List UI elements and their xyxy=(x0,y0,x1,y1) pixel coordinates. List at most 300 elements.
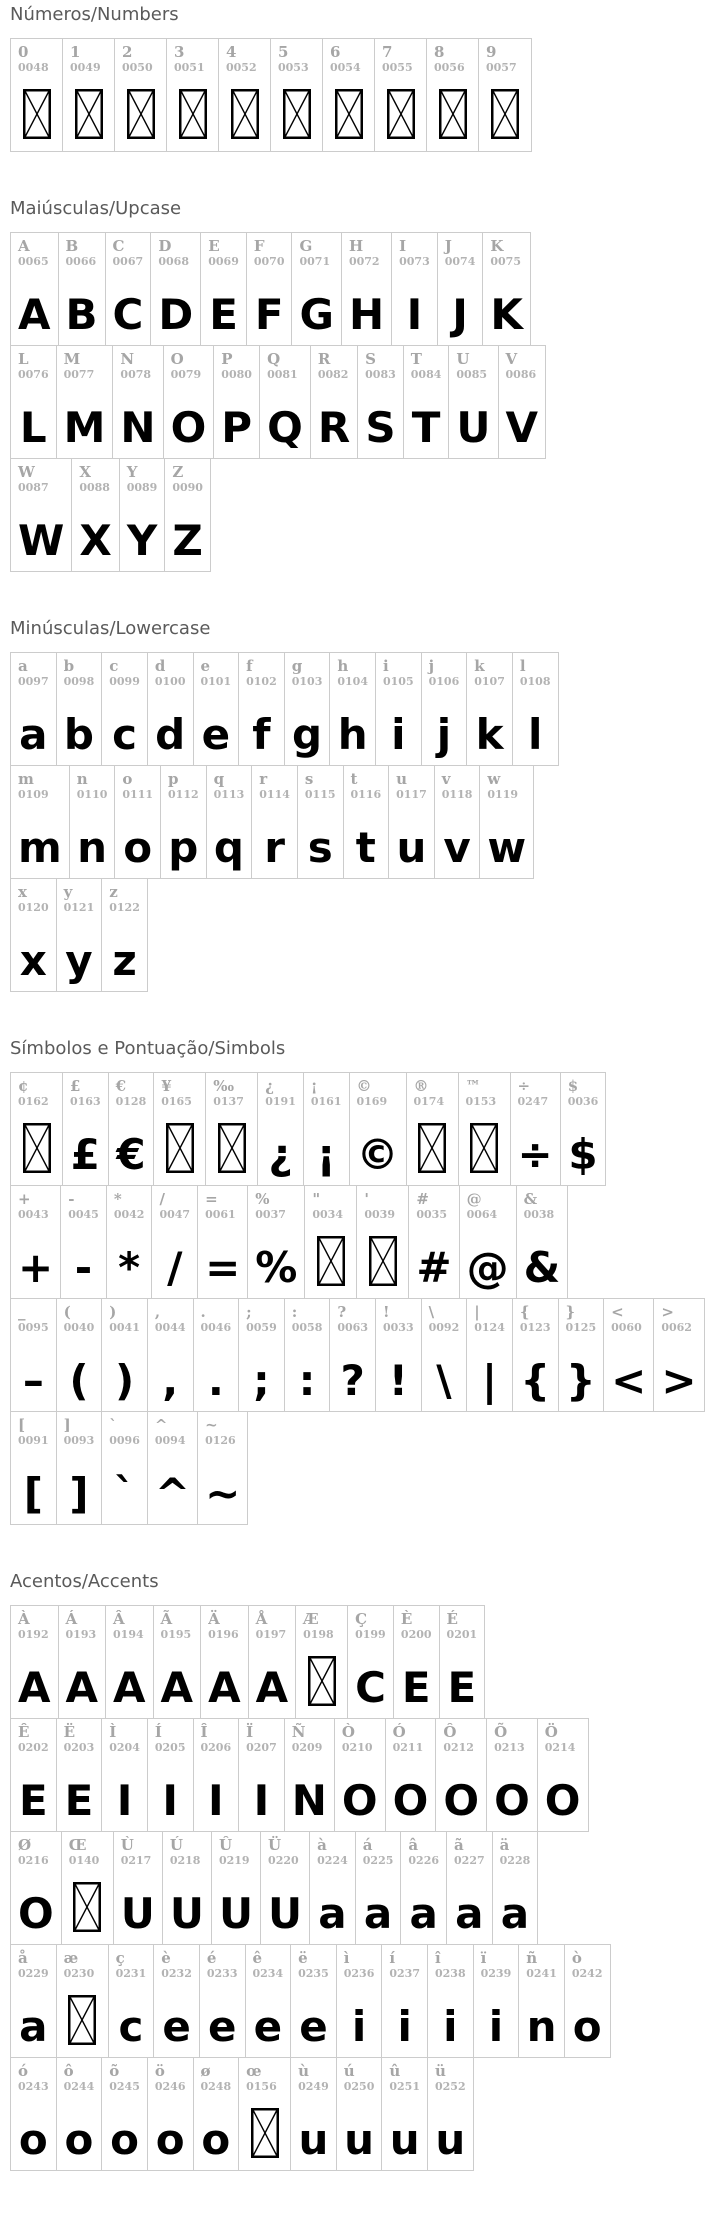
glyph-preview xyxy=(267,388,303,453)
glyph-cell xyxy=(483,233,530,345)
glyph-cell-labels xyxy=(265,1078,296,1109)
glyph-code-label: 0049 xyxy=(70,61,101,74)
glyph-large: ¡ xyxy=(316,1130,336,1180)
glyph-cell xyxy=(70,766,116,878)
glyph-code-label: 0191 xyxy=(265,1095,296,1108)
glyph-cell xyxy=(382,1945,428,2057)
glyph-preview xyxy=(253,1987,284,2052)
glyph-preview xyxy=(161,1987,192,2052)
glyph-preview xyxy=(109,1454,140,1519)
glyph-code-label: 0196 xyxy=(208,1628,239,1641)
glyph-cell-labels xyxy=(520,658,551,689)
glyph-large: . xyxy=(207,1356,224,1406)
glyph-cell-labels xyxy=(18,2063,49,2094)
glyph-cell xyxy=(109,1945,155,2057)
glyph-code-label: 0121 xyxy=(63,901,95,914)
glyph-cell xyxy=(57,1945,109,2057)
glyph-large: P xyxy=(221,403,253,453)
glyph-preview xyxy=(363,1874,394,1939)
glyph-cell-labels xyxy=(70,1078,101,1109)
glyph-char-label: L xyxy=(18,350,29,368)
glyph-cell-labels xyxy=(568,1078,599,1109)
glyph-code-label: 0239 xyxy=(480,1967,512,1980)
glyph-code-label: 0209 xyxy=(291,1741,323,1754)
glyph-code-label: 0061 xyxy=(205,1208,236,1221)
glyph-char-label: ] xyxy=(63,1416,71,1434)
glyph-large: ~ xyxy=(205,1469,241,1519)
glyph-preview xyxy=(466,1115,503,1175)
glyph-code-label: 0126 xyxy=(205,1434,236,1447)
glyph-preview xyxy=(201,2100,232,2165)
glyph-cell xyxy=(389,766,435,878)
glyph-char-label: â xyxy=(408,1836,419,1854)
glyph-cell xyxy=(102,1299,148,1411)
glyph-cell-labels xyxy=(518,1078,553,1109)
glyph-char-label: Ê xyxy=(18,1723,30,1741)
glyph-cell xyxy=(435,766,481,878)
glyph-cell xyxy=(107,1186,153,1298)
glyph-preview xyxy=(311,1115,342,1180)
glyph-char-label: Ç xyxy=(355,1610,368,1628)
glyph-preview xyxy=(18,501,65,566)
glyph-large: a xyxy=(19,2002,48,2052)
glyph-cell-labels xyxy=(18,464,64,495)
glyph-large: l xyxy=(527,710,543,760)
glyph-preview xyxy=(122,81,159,141)
glyph-preview xyxy=(365,388,396,453)
glyph-char-label: ¡ xyxy=(310,1077,318,1095)
glyph-cell xyxy=(298,766,344,878)
glyph-cell-labels xyxy=(566,1304,597,1335)
glyph-cell-labels xyxy=(434,44,471,75)
glyph-cell-labels xyxy=(305,771,336,802)
glyph-cell xyxy=(337,2058,383,2170)
glyph-cell-labels xyxy=(520,1304,551,1335)
glyph-cell-labels xyxy=(429,1304,460,1335)
glyph-preview xyxy=(291,1761,327,1826)
glyph-cell-labels xyxy=(383,658,414,689)
glyph-code-label: 0212 xyxy=(443,1741,474,1754)
glyph-large: o xyxy=(18,2115,48,2165)
glyph-preview xyxy=(120,388,156,453)
glyph-cell-labels xyxy=(474,658,505,689)
glyph-char-label: d xyxy=(154,657,166,675)
glyph-preview xyxy=(382,81,419,141)
glyph-code-label: 0247 xyxy=(517,1095,549,1108)
glyph-cell-labels xyxy=(435,1950,466,1981)
glyph-large: ^ xyxy=(154,1469,191,1519)
glyph-preview xyxy=(113,1648,146,1713)
glyph-cell xyxy=(376,653,422,765)
glyph-code-label: 0217 xyxy=(120,1854,152,1867)
glyph-char-label: u xyxy=(396,770,408,788)
glyph-char-label: W xyxy=(18,463,35,481)
glyph-preview xyxy=(265,1115,296,1180)
glyph-large: u xyxy=(389,2115,420,2165)
glyph-cell xyxy=(194,1299,240,1411)
glyph-code-label: 0225 xyxy=(362,1854,394,1867)
glyph-cell-labels xyxy=(246,1724,277,1755)
glyph-cell-labels xyxy=(155,1724,186,1755)
glyph-large: A xyxy=(18,1663,51,1713)
glyph-code-label: 0153 xyxy=(465,1095,497,1108)
glyph-code-label: 0048 xyxy=(18,61,49,74)
glyph-preview xyxy=(364,1228,401,1288)
glyph-cell-labels xyxy=(411,351,442,382)
glyph-preview xyxy=(18,1228,54,1293)
glyph-large: V xyxy=(505,403,539,453)
glyph-code-label: 0211 xyxy=(392,1741,424,1754)
glyph-cell xyxy=(559,1299,605,1411)
glyph-large: m xyxy=(18,823,62,873)
glyph-cell-labels xyxy=(121,1837,155,1868)
glyph-cell xyxy=(198,1412,247,1524)
glyph-cell xyxy=(152,1186,198,1298)
glyph-preview xyxy=(661,1341,697,1406)
glyph-large: U xyxy=(169,1889,204,1939)
glyph-char-label: ¿ xyxy=(265,1077,275,1095)
glyph-cell-labels xyxy=(486,44,524,75)
glyph-code-label: 0081 xyxy=(267,368,298,381)
glyph-row xyxy=(10,1831,538,1945)
glyph-cell xyxy=(310,1832,356,1944)
glyph-cell xyxy=(113,346,163,458)
glyph-cell xyxy=(260,346,311,458)
glyph-large: t xyxy=(355,823,376,873)
glyph-cell xyxy=(201,1606,249,1718)
glyph-char-label: È xyxy=(400,1610,413,1628)
glyph-cell xyxy=(212,1832,261,1944)
glyph-preview xyxy=(344,2100,375,2165)
glyph-preview xyxy=(77,808,108,873)
glyph-preview xyxy=(435,2100,466,2165)
glyph-code-label: 0245 xyxy=(109,2080,140,2093)
glyph-cell-labels xyxy=(506,351,539,382)
glyph-cell-labels xyxy=(64,351,106,382)
glyph-code-label: 0106 xyxy=(428,675,460,688)
glyph-cell xyxy=(11,1606,59,1718)
glyph-cell-labels xyxy=(611,1304,646,1335)
glyph-cell-labels xyxy=(442,771,473,802)
glyph-cell-labels xyxy=(661,1304,696,1335)
glyph-preview xyxy=(544,1761,581,1826)
glyph-preview xyxy=(401,1648,432,1713)
glyph-char-label: 2 xyxy=(122,43,133,61)
glyph-code-label: 0216 xyxy=(18,1854,49,1867)
glyph-preview xyxy=(114,1228,145,1293)
glyph-code-label: 0250 xyxy=(343,2080,375,2093)
glyph-char-label: ä xyxy=(499,1836,510,1854)
glyph-row xyxy=(10,38,532,152)
glyph-cell-labels xyxy=(389,2063,420,2094)
glyph-cell-labels xyxy=(18,1417,49,1448)
glyph-cell-labels xyxy=(267,351,303,382)
glyph-cell-labels xyxy=(221,351,252,382)
glyph-cell xyxy=(428,1945,474,2057)
glyph-preview xyxy=(18,1115,55,1175)
glyph-cell-labels xyxy=(414,1078,451,1109)
glyph-large: } xyxy=(565,1356,596,1406)
glyph-cell xyxy=(474,1945,520,2057)
glyph-preview xyxy=(474,1341,505,1406)
glyph-preview xyxy=(254,275,285,340)
glyph-char-label: V xyxy=(505,350,518,368)
glyph-char-label: Ò xyxy=(341,1723,355,1741)
glyph-preview xyxy=(112,275,144,340)
glyph-code-label: 0231 xyxy=(115,1967,147,1980)
glyph-cell-labels xyxy=(312,1191,349,1222)
glyph-code-label: 0244 xyxy=(63,2080,95,2093)
glyph-cell xyxy=(11,346,57,458)
glyph-code-label: 0124 xyxy=(474,1321,505,1334)
glyph-row xyxy=(10,878,148,992)
glyph-code-label: 0214 xyxy=(544,1741,576,1754)
glyph-char-label: > xyxy=(661,1303,674,1321)
glyph-cell xyxy=(201,233,247,345)
glyph-row xyxy=(10,232,531,346)
glyph-code-label: 0092 xyxy=(428,1321,460,1334)
glyph-char-label: ¥ xyxy=(161,1077,172,1095)
glyph-large: A xyxy=(18,290,51,340)
glyph-large: w xyxy=(487,823,527,873)
glyph-large: p xyxy=(168,823,199,873)
glyph-char-label: õ xyxy=(109,2062,120,2080)
glyph-preview xyxy=(383,695,414,760)
missing-glyph-icon xyxy=(23,1123,51,1173)
glyph-cell xyxy=(311,346,358,458)
glyph-cell-labels xyxy=(205,1417,240,1448)
glyph-char-label: Ø xyxy=(18,1836,32,1854)
glyph-char-label: ~ xyxy=(205,1416,218,1434)
glyph-preview xyxy=(298,2100,329,2165)
glyph-large: O xyxy=(341,1776,378,1826)
glyph-cell xyxy=(11,1719,57,1831)
glyph-cell-labels xyxy=(155,2063,186,2094)
glyph-code-label: 0068 xyxy=(158,255,189,268)
glyph-cell-labels xyxy=(170,1837,204,1868)
glyph-cell-labels xyxy=(246,658,277,689)
glyph-cell-labels xyxy=(278,44,315,75)
glyph-code-label: 0050 xyxy=(122,61,153,74)
glyph-char-label: , xyxy=(154,1303,161,1321)
glyph-code-label: 0111 xyxy=(122,788,154,801)
character-map-section xyxy=(10,618,661,992)
glyph-cell xyxy=(57,1299,103,1411)
glyph-cell-labels xyxy=(481,1950,512,1981)
glyph-char-label: A xyxy=(18,237,30,255)
glyph-cell xyxy=(59,1606,107,1718)
glyph-preview xyxy=(487,808,527,873)
glyph-large: & xyxy=(523,1243,561,1293)
glyph-preview xyxy=(341,1761,378,1826)
glyph-cell xyxy=(271,39,323,151)
glyph-char-label: # xyxy=(416,1190,429,1208)
glyph-preview xyxy=(317,1874,348,1939)
glyph-code-label: 0103 xyxy=(291,675,323,688)
glyph-preview xyxy=(70,1115,101,1180)
glyph-preview xyxy=(159,1228,190,1293)
glyph-cell xyxy=(258,1073,304,1185)
glyph-cell-labels xyxy=(18,771,62,802)
glyph-cell-labels xyxy=(466,1078,503,1109)
glyph-row xyxy=(10,765,534,879)
glyph-large: T xyxy=(411,403,441,453)
glyph-preview xyxy=(611,1341,647,1406)
glyph-large: A xyxy=(160,1663,194,1713)
glyph-char-label: Ï xyxy=(246,1723,254,1741)
glyph-cell xyxy=(561,1073,606,1185)
glyph-code-label: 0044 xyxy=(154,1321,186,1334)
glyph-large: O xyxy=(443,1776,480,1826)
glyph-char-label: É xyxy=(446,1610,458,1628)
glyph-row xyxy=(10,1605,485,1719)
glyph-large: E xyxy=(401,1663,431,1713)
glyph-char-label: ® xyxy=(413,1077,429,1095)
glyph-preview xyxy=(174,81,211,141)
glyph-code-label: 0161 xyxy=(310,1095,342,1108)
glyph-cell xyxy=(154,1606,202,1718)
glyph-large: O xyxy=(544,1776,581,1826)
missing-glyph-icon xyxy=(283,89,311,139)
glyph-cell xyxy=(109,1073,155,1185)
glyph-preview xyxy=(399,275,430,340)
glyph-large: j xyxy=(436,710,452,760)
glyph-large: C xyxy=(355,1663,386,1713)
glyph-cell-labels xyxy=(109,658,140,689)
glyph-code-label: 0201 xyxy=(446,1628,478,1641)
glyph-preview xyxy=(435,1987,466,2052)
glyph-code-label: 0033 xyxy=(383,1321,414,1334)
glyph-code-label: 0090 xyxy=(172,481,203,494)
glyph-preview xyxy=(429,695,460,760)
glyph-preview xyxy=(434,81,471,141)
glyph-cell-labels xyxy=(18,1611,51,1642)
glyph-cell-labels xyxy=(393,1724,429,1755)
glyph-code-label: 0085 xyxy=(456,368,488,381)
glyph-cell xyxy=(165,459,210,571)
glyph-cell-labels xyxy=(18,1724,49,1755)
glyph-cell xyxy=(422,1299,468,1411)
glyph-char-label: Œ xyxy=(68,1836,87,1854)
glyph-preview xyxy=(226,81,263,141)
glyph-cell-labels xyxy=(253,1950,284,1981)
glyph-preview xyxy=(442,808,473,873)
glyph-large: q xyxy=(213,823,244,873)
glyph-code-label: 0073 xyxy=(399,255,430,268)
glyph-cell xyxy=(386,1719,437,1831)
glyph-cell-labels xyxy=(213,1078,250,1109)
glyph-large: ] xyxy=(69,1469,89,1519)
glyph-cell xyxy=(102,879,147,991)
glyph-code-label: 0037 xyxy=(255,1208,286,1221)
glyph-cell-labels xyxy=(174,44,211,75)
glyph-char-label: ë xyxy=(298,1949,308,1967)
glyph-preview xyxy=(70,81,107,141)
glyph-char-label: ò xyxy=(571,1949,582,1967)
glyph-cell xyxy=(344,766,390,878)
glyph-char-label: c xyxy=(109,657,119,675)
glyph-code-label: 0053 xyxy=(278,61,309,74)
glyph-cell-labels xyxy=(447,1611,478,1642)
glyph-cell xyxy=(194,653,240,765)
glyph-cell-labels xyxy=(467,1191,509,1222)
glyph-char-label: 0 xyxy=(18,43,29,61)
glyph-cell-labels xyxy=(120,351,155,382)
glyph-preview xyxy=(356,1115,399,1180)
glyph-code-label: 0249 xyxy=(298,2080,329,2093)
glyph-preview xyxy=(18,275,51,340)
glyph-preview xyxy=(486,81,524,141)
glyph-row xyxy=(10,652,559,766)
glyph-cell xyxy=(57,1412,103,1524)
glyph-char-label: ñ xyxy=(526,1949,538,1967)
glyph-char-label: N xyxy=(120,350,135,368)
glyph-cell-labels xyxy=(158,238,193,269)
glyph-preview xyxy=(63,388,106,453)
glyph-char-label: S xyxy=(365,350,376,368)
glyph-code-label: 0162 xyxy=(18,1095,49,1108)
glyph-large: u xyxy=(396,823,427,873)
glyph-cell xyxy=(292,233,341,345)
glyph-large: X xyxy=(79,516,112,566)
glyph-code-label: 0200 xyxy=(400,1628,432,1641)
glyph-preview xyxy=(351,808,382,873)
glyph-char-label: r xyxy=(259,770,268,788)
missing-glyph-icon xyxy=(335,89,363,139)
glyph-large: i xyxy=(443,2002,458,2052)
glyph-preview xyxy=(201,695,232,760)
glyph-cell-labels xyxy=(64,1724,95,1755)
glyph-preview xyxy=(317,388,351,453)
glyph-cell-labels xyxy=(349,238,384,269)
glyph-cell xyxy=(63,1073,109,1185)
glyph-cell xyxy=(376,1299,422,1411)
glyph-large: \ xyxy=(436,1356,452,1406)
glyph-cell xyxy=(11,1945,57,2057)
glyph-cell xyxy=(404,346,450,458)
glyph-cell-labels xyxy=(456,351,490,382)
glyph-cell-labels xyxy=(363,1837,394,1868)
glyph-char-label: € xyxy=(115,1077,127,1095)
missing-glyph-icon xyxy=(387,89,415,139)
glyph-preview xyxy=(255,1648,289,1713)
glyph-large: A xyxy=(208,1663,241,1713)
glyph-code-label: 0109 xyxy=(18,788,49,801)
glyph-cell xyxy=(102,1719,148,1831)
glyph-char-label: D xyxy=(158,237,172,255)
glyph-code-label: 0047 xyxy=(159,1208,191,1221)
glyph-large: f xyxy=(252,710,271,760)
glyph-large: H xyxy=(348,290,385,340)
glyph-char-label: [ xyxy=(18,1416,26,1434)
glyph-large: U xyxy=(120,1889,155,1939)
glyph-cell xyxy=(148,1299,194,1411)
glyph-code-label: 0238 xyxy=(435,1967,466,1980)
glyph-char-label: Ó xyxy=(392,1723,406,1741)
glyph-preview xyxy=(298,1987,329,2052)
glyph-preview xyxy=(330,81,367,141)
glyph-cell-labels xyxy=(18,351,49,382)
glyph-code-label: 0227 xyxy=(454,1854,485,1867)
glyph-large: R xyxy=(317,403,351,453)
glyph-preview xyxy=(64,1761,95,1826)
glyph-char-label: x xyxy=(18,883,27,901)
glyph-char-label: å xyxy=(18,1949,28,1967)
glyph-code-label: 0248 xyxy=(200,2080,232,2093)
glyph-char-label: © xyxy=(356,1077,372,1095)
glyph-preview xyxy=(109,2100,140,2165)
glyph-char-label: ø xyxy=(200,2062,211,2080)
